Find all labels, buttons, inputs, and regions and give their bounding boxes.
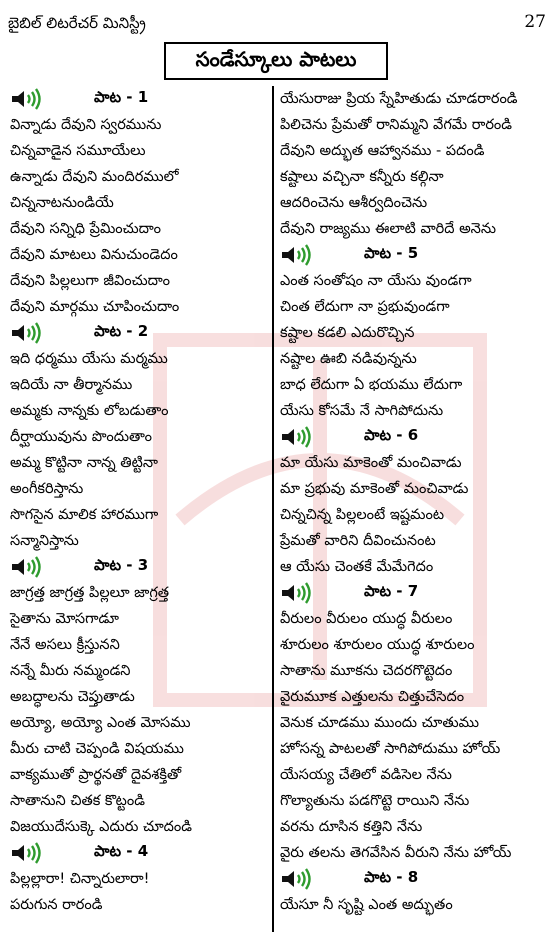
lyric-line: కష్టాలు వచ్చినా కన్నీరు కల్గినా bbox=[280, 169, 444, 185]
lyric-line: అంగీకరిస్తాను bbox=[10, 481, 84, 497]
speaker-icon[interactable] bbox=[10, 322, 44, 344]
lyric-line: పిల్లల్లారా! చిన్నారులారా! bbox=[10, 871, 150, 887]
book-title: బైబిల్ లిటరేచర్ మినిస్ట్రీ bbox=[8, 14, 146, 32]
lyric-line: నన్నే మీరు నమ్మండని bbox=[10, 663, 131, 679]
lyric-line: వీరులం వీరులం యుద్ధ వీరులం bbox=[280, 611, 453, 627]
lyric-line: చింత లేదుగా నా ప్రభువుండగా bbox=[280, 299, 450, 315]
lyric-line: బాధ లేదుగా ఏ భయము లేదుగా bbox=[280, 377, 463, 393]
lyric-line: అమ్మకు నాన్నకు లోబడుతాం bbox=[10, 403, 169, 419]
lyric-line: వైరుమూక ఎత్తులను చిత్తుచేసెదం bbox=[280, 689, 465, 705]
song-heading bbox=[280, 580, 554, 606]
song-number: పాట - 3 bbox=[94, 556, 149, 574]
lyric-line: ఉన్నాడు దేవుని మందిరములో bbox=[10, 169, 179, 185]
lyric-line: సొగసైన మాలిక హారముగా bbox=[10, 507, 159, 523]
lyric-line: ఇదియే నా తీర్మానము bbox=[10, 377, 133, 393]
song-heading bbox=[10, 86, 268, 112]
song-number: పాట - 6 bbox=[364, 426, 419, 444]
speaker-icon[interactable] bbox=[280, 244, 314, 266]
lyric-line: హోసన్న పాటలతో సాగిపోదుము హోయ్ bbox=[280, 741, 501, 757]
lyric-line: చిన్ననాటనుండియే bbox=[10, 195, 114, 211]
lyric-line: మీరు చాటి చెప్పండి విషయము bbox=[10, 741, 184, 757]
lyric-line: మా ప్రభువు మాకెంతో మంచివాడు bbox=[280, 481, 469, 497]
lyric-line: వెనుక చూడము ముందు చూతుము bbox=[280, 715, 480, 731]
speaker-icon[interactable] bbox=[10, 556, 44, 578]
lyric-line: దీర్ఘాయువును పొందుతాం bbox=[10, 429, 153, 445]
speaker-icon[interactable] bbox=[10, 842, 44, 864]
song-heading bbox=[280, 866, 554, 892]
lyric-line: సాతాను మూకను చెదరగొట్టెదం bbox=[280, 663, 453, 679]
lyric-line: ఆ యేసు చెంతకే మేమేగెదం bbox=[280, 559, 434, 575]
lyric-line: దేవుని సన్నిధి ప్రేమించుదాం bbox=[10, 221, 161, 237]
lyric-line: దేవుని అద్భుత ఆహ్వానము - పదండి bbox=[280, 143, 485, 159]
speaker-icon[interactable] bbox=[10, 88, 44, 110]
song-number: పాట - 8 bbox=[364, 868, 419, 886]
lyric-line: శూరులం శూరులం యుద్ధ శూరులం bbox=[280, 637, 475, 653]
lyric-line: కష్టాల కడలి ఎదురొచ్చిన bbox=[280, 325, 415, 341]
song-number: పాట - 7 bbox=[364, 582, 419, 600]
song-heading bbox=[10, 320, 268, 346]
song-number: పాట - 4 bbox=[94, 842, 149, 860]
column-divider bbox=[272, 86, 274, 932]
lyric-line: నేనే అసలు క్రీస్తునని bbox=[10, 637, 120, 653]
lyric-line: వైరు తలను తెగవేసిన వీరుని నేను హోయ్ bbox=[280, 845, 512, 861]
song-number: పాట - 2 bbox=[94, 322, 149, 340]
song-heading bbox=[280, 242, 554, 268]
lyric-line: దేవుని పిల్లలుగా జీవించుదాం bbox=[10, 273, 170, 289]
lyric-line: అమ్మ కొట్టినా నాన్న తిట్టినా bbox=[10, 455, 158, 471]
lyric-line: ఇది ధర్మము యేసు మర్మము bbox=[10, 351, 168, 367]
lyric-line: విజయుదేసుక్కె ఎదురు చూదండి bbox=[10, 819, 192, 835]
lyric-line: విన్నాడు దేవుని స్వరమును bbox=[10, 117, 162, 133]
speaker-icon[interactable] bbox=[280, 582, 314, 604]
page-number: 27 bbox=[524, 12, 546, 32]
lyric-line: యేసురాజు ప్రియ స్నేహితుడు చూడరారండి bbox=[280, 91, 518, 107]
lyric-line: గొల్యాతును పడగొట్టె రాయిని నేను bbox=[280, 793, 470, 809]
lyric-line: జాగ్రత్త జాగ్రత్త పిల్లలూ జాగ్రత్త bbox=[10, 585, 170, 601]
lyric-line: ఆదరించెను ఆశీర్వదించెను bbox=[280, 195, 428, 211]
lyric-line: సాతానుని చితక కొట్టండి bbox=[10, 793, 145, 809]
speaker-icon[interactable] bbox=[280, 426, 314, 448]
left-column bbox=[10, 86, 268, 918]
song-heading bbox=[10, 840, 268, 866]
lyric-line: దేవుని మాటలు వినుచుండెదం bbox=[10, 247, 178, 263]
lyric-line: దేవుని రాజ్యము ఈలాటి వారిదే అనెను bbox=[280, 221, 497, 237]
right-column bbox=[280, 86, 554, 918]
lyric-line: పరుగున రారండి bbox=[10, 897, 103, 913]
song-heading bbox=[10, 554, 268, 580]
speaker-icon[interactable] bbox=[280, 868, 314, 890]
lyric-line: అబద్ధాలను చెప్తుతాడు bbox=[10, 689, 135, 705]
lyric-line: మా యేసు మాకెంతో మంచివాడు bbox=[280, 455, 462, 471]
lyric-line: దేవుని మార్గము చూపించుదాం bbox=[10, 299, 180, 315]
lyric-line: చిన్నచిన్న పిల్లలంటే ఇష్టమంట bbox=[280, 507, 445, 523]
lyric-line: అయ్యో, అయ్యో ఎంత మోసము bbox=[10, 715, 191, 731]
song-number: పాట - 5 bbox=[364, 244, 419, 262]
lyric-line: యేసు కోసమే నే సాగిపోదును bbox=[280, 403, 444, 419]
lyric-line: సన్మానిస్తాను bbox=[10, 533, 79, 549]
lyric-line: నష్టాల ఊబి నడివున్నను bbox=[280, 351, 417, 367]
lyric-line: వాక్యముతో ప్రార్థనతో దైవశక్తితో bbox=[10, 767, 182, 783]
lyric-line: పిలిచెను ప్రేమతో రానిమ్మని వేగమే రారండి bbox=[280, 117, 513, 133]
song-heading bbox=[280, 424, 554, 450]
song-number: పాట - 1 bbox=[94, 88, 149, 106]
lyric-line: ప్రేమతో వారిని దీవించునంట bbox=[280, 533, 436, 549]
lyric-line: సైతాను మోసగాడూ bbox=[10, 611, 119, 627]
lyric-line: వరను దూసిన కత్తిని నేను bbox=[280, 819, 423, 835]
lyric-line: ఎంత సంతోషం నా యేసు వుండగా bbox=[280, 273, 472, 289]
lyric-line: యేసయ్య చేతిలో వడిసెల నేను bbox=[280, 767, 452, 783]
lyric-line: యేసూ నీ సృష్టి ఎంత అద్భుతం bbox=[280, 897, 453, 913]
lyric-line: చిన్నవాడైన సమూయేలు bbox=[10, 143, 146, 159]
page-title: సండేస్కూలు పాటలు bbox=[164, 42, 388, 80]
